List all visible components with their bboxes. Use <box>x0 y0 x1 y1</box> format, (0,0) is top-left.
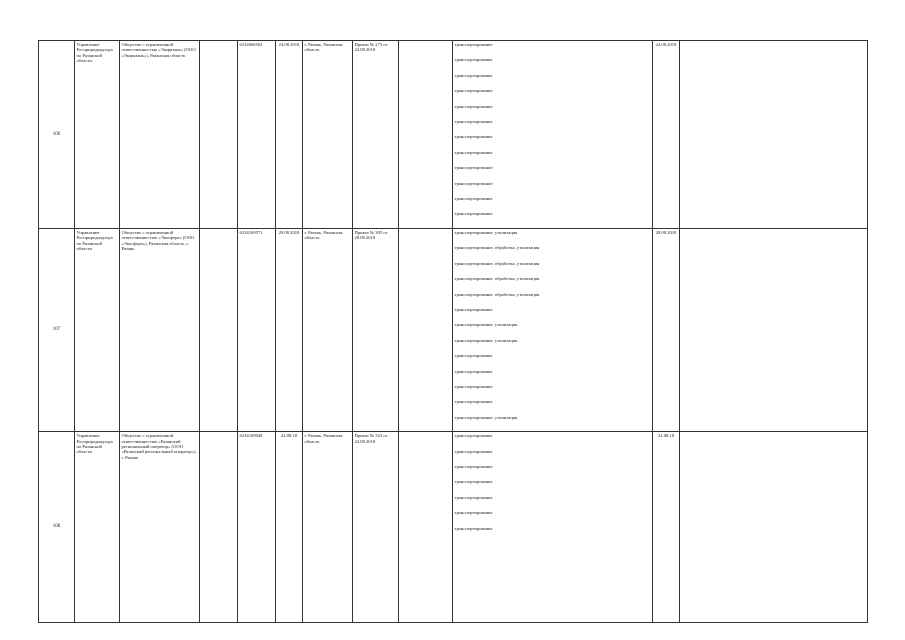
line-gap <box>455 251 651 261</box>
order-cell: Приказ № 273 от 24.08.2018 <box>353 41 399 229</box>
waste-types-cell <box>453 228 653 431</box>
line-gap <box>455 328 651 338</box>
date-cell: 24.08.2018 <box>276 41 303 229</box>
waste-line: транспортирование, обработка, утилизация <box>454 276 540 282</box>
end-date-cell: 24.08.18 <box>653 432 680 623</box>
waste-line: транспортирование, утилизация <box>454 322 518 328</box>
line-gap <box>455 124 651 134</box>
waste-types-cell <box>453 41 653 229</box>
table-row <box>39 41 868 229</box>
line-gap <box>455 420 651 430</box>
line-gap <box>455 63 651 73</box>
waste-line: транспортирование <box>454 72 493 78</box>
waste-line: транспортирование <box>454 211 493 217</box>
waste-line: транспортирование <box>454 383 493 389</box>
waste-line: транспортирование <box>454 165 493 171</box>
row-number: 108 <box>39 432 75 623</box>
spacer-cell <box>200 41 238 229</box>
register-rows <box>39 41 868 623</box>
waste-line: транспортирование <box>454 57 493 63</box>
place-cell: г. Рязань, Рязанская область <box>303 228 353 431</box>
spacer-cell <box>399 41 453 229</box>
waste-line: транспортирование <box>454 525 493 531</box>
waste-line: транспортирование <box>454 196 493 202</box>
end-date-cell: 24.08.2018 <box>653 41 680 229</box>
row-number: 106 <box>39 41 75 229</box>
line-gap <box>455 374 651 384</box>
notes-cell <box>680 41 868 229</box>
line-gap <box>455 201 651 211</box>
authority-cell: Управление Росприроднадзора по Рязанской области <box>75 432 120 623</box>
line-gap <box>455 454 651 464</box>
waste-line: транспортирование <box>454 368 493 374</box>
order-cell: Приказ № 323 от 24.08.2018 <box>353 432 399 623</box>
waste-line: транспортирование <box>454 399 493 405</box>
licensee-cell: Общество с ограниченной ответственностью «Рязанский региональный оператор» (ООО «Рязанский региональный оператор»), г. Рязань <box>120 432 200 623</box>
place-cell: г. Рязань, Рязанская область <box>303 432 353 623</box>
line-gap <box>455 78 651 88</box>
waste-line: транспортирование <box>454 448 493 454</box>
authority-cell: Управление Росприроднадзора по Рязанской области <box>75 228 120 431</box>
end-date-cell: 28.08.2018 <box>653 228 680 431</box>
waste-line: транспортирование, утилизация <box>454 337 518 343</box>
waste-types-cell <box>453 432 653 623</box>
line-gap <box>455 439 651 449</box>
waste-line: транспортирование, утилизация <box>454 229 518 235</box>
waste-line: транспортирование <box>454 42 493 47</box>
waste-line: транспортирование <box>454 433 493 439</box>
waste-line: транспортирование <box>454 494 493 500</box>
line-gap <box>455 140 651 150</box>
line-gap <box>455 266 651 276</box>
spacer-cell <box>200 228 238 431</box>
line-gap <box>455 343 651 353</box>
date-cell: 28.08.2018 <box>276 228 303 431</box>
line-gap <box>455 109 651 119</box>
line-gap <box>455 312 651 322</box>
inn-cell: 6234068502 <box>238 41 276 229</box>
waste-line: транспортирование <box>454 119 493 125</box>
spacer-cell <box>200 432 238 623</box>
spacer-cell <box>399 228 453 431</box>
authority-cell: Управление Росприроднадзора по Рязанской области <box>75 41 120 229</box>
line-gap <box>455 282 651 292</box>
waste-line: транспортирование <box>454 149 493 155</box>
spacer-cell <box>399 432 453 623</box>
place-cell: г. Рязань, Рязанская область <box>303 41 353 229</box>
inn-cell: 6234169571 <box>238 228 276 431</box>
waste-line: транспортирование, обработка, утилизация <box>454 245 540 251</box>
line-gap <box>455 186 651 196</box>
waste-line: транспортирование <box>454 180 493 186</box>
waste-line: транспортирование <box>454 510 493 516</box>
waste-line: транспортирование <box>454 353 493 359</box>
order-cell: Приказ № 305 от 28.08.2018 <box>353 228 399 431</box>
table-row <box>39 432 868 623</box>
line-gap <box>455 359 651 369</box>
waste-line: транспортирование, обработка, утилизация <box>454 260 540 266</box>
line-gap <box>455 171 651 181</box>
notes-cell <box>680 228 868 431</box>
license-register-table <box>38 40 868 623</box>
line-gap <box>455 235 651 245</box>
waste-line: транспортирование, утилизация <box>454 414 518 420</box>
table-row <box>39 228 868 431</box>
waste-line: транспортирование, обработка, утилизация <box>454 291 540 297</box>
notes-cell <box>680 432 868 623</box>
inn-cell: 6234169048 <box>238 432 276 623</box>
waste-line: транспортирование <box>454 306 493 312</box>
line-gap <box>455 485 651 495</box>
licensee-cell: Общество с ограниченной ответственностью «Экорязань» (ООО «Экорязань»), Рязанская область <box>120 41 200 229</box>
waste-line: транспортирование <box>454 134 493 140</box>
line-gap <box>455 155 651 165</box>
waste-line: транспортирование <box>454 463 493 469</box>
waste-line: транспортирование <box>454 103 493 109</box>
line-gap <box>455 389 651 399</box>
line-gap <box>455 297 651 307</box>
waste-line: транспортирование <box>454 88 493 94</box>
line-gap <box>455 469 651 479</box>
line-gap <box>455 405 651 415</box>
line-gap <box>455 94 651 104</box>
line-gap <box>455 47 651 57</box>
register-sheet <box>38 40 867 623</box>
date-cell: 24.08.18 <box>276 432 303 623</box>
waste-line: транспортирование <box>454 479 493 485</box>
line-gap <box>455 217 651 227</box>
licensee-cell: Общество с ограниченной ответственностью «Экосфера» (ООО «Экосфера»), Рязанская область, г. Рязань <box>120 228 200 431</box>
line-gap <box>455 500 651 510</box>
line-gap <box>455 516 651 526</box>
line-gap <box>455 531 651 541</box>
row-number: 107 <box>39 228 75 431</box>
